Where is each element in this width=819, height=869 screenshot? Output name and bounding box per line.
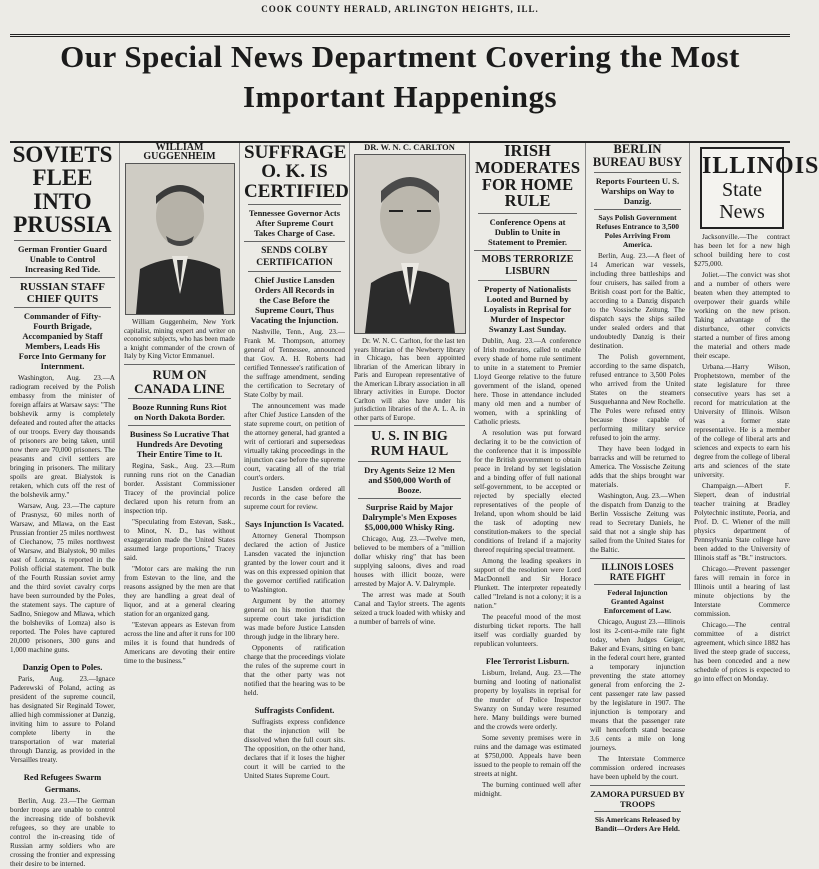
- column-soviets: [6, 142, 120, 868]
- article-paragraph: Chicago, August 23.—Illinois lost its 2-cent-a-mile rate fight today, when Judges Geiger, Baker and Evans, sitting en banc in the federal court here, granted a temporary injunction preventing the state attorney general from enforcing the 2-cent passenger rate law passed by the legislature in 1907. The injunction is temporary and means that the passenger rate will henceforth stand because 3.6 cents a mile on long journeys.: [590, 617, 685, 752]
- portrait-carlton-image: [355, 155, 465, 333]
- article-paragraph: They have been lodged in barracks and will be returned to America. The Vossische Zeitung adds that the ships brought war materials.: [590, 444, 685, 489]
- subhead-lisburn: MOBS TERRORIZE LISBURN: [474, 250, 581, 278]
- article-paragraph: Washington, Aug. 23.—When the dispatch from Danzig to the Berlin Vossische Zeitung was read to Secretary Daniels, he said that not a single ship has sailed from the United States for the Baltic.: [590, 491, 685, 554]
- deck-zamora: Sis Americans Released by Bandit—Orders Are Held.: [594, 811, 681, 833]
- subhead-colby: SENDS COLBY CERTIFICATION: [244, 241, 345, 269]
- article-paragraph: The arrest was made at South Canal and Taylor streets. The agents seized a truck loaded with whisky and a number of barrels of wine.: [354, 591, 465, 626]
- article-paragraph: Paris, Aug. 23.—Ignace Paderewski of Poland, acting as president of the supreme council, has designated Sir Reginald Tower, allied high commissioner at Danzig, inviting him to assure to Poland complete liberty in the transportation of war material through Danzig, as provided in the Versailles treaty.: [10, 674, 115, 764]
- column-berlin: [586, 142, 690, 833]
- logo-state-news: State News: [719, 179, 765, 223]
- article-paragraph: Opponents of ratification charge that the proceedings violate the rules of the supreme court in that the other party was not notified that the hearing was to be held.: [244, 644, 345, 698]
- portrait-caption-carlton: Dr. W. N. C. Carlton, for the last ten years librarian of the Newberry library in Chicago, has been appointed librarian of the American library in Paris and European representative of the American Library association in all library activities in Europe. Doctor Carlton will also have under his jurisdiction libraries of the A. L. A. in other parts of Europe.: [354, 337, 465, 422]
- portrait-name-guggenheim: WILLIAM GUGGENHEIM: [143, 142, 216, 162]
- article-paragraph: Among the leading speakers in support of the resolution were Lord MacDonnell and Sir Horace Plunkett. The interpreter repeatedly called "Ireland is not a colony; it is a nation.": [474, 557, 581, 611]
- article-paragraph: Warsaw, Aug. 23.—The capture of Prasnysz, 60 miles north of Warsaw, and Mlawa, on the East Prussian frontier 25 miles northwest of Ciechanow, 75 miles northwest of Warsaw, and Bialystok, 90 miles east of Lomza, is reported in the Polish official statement. The bulk of the Fourth Russian soviet army and the third soviet cavalry corps have been surrounded by the Poles, the statement says. The capture of Sadlno, Sniegow and Mlawa, which the bolsheviks of Lomza) also is reported. The Poles have captured 20,000 prisoners, 300 guns and 1,000 machine guns.: [10, 501, 115, 654]
- article-paragraph: Chicago.—Prevent passenger fares will remain in force in Illinois until a hearing of last minute objections by the Interstate Commerce commission.: [694, 565, 790, 618]
- subhead-zamora: ZAMORA PURSUED BY TROOPS: [590, 785, 685, 809]
- deck-irish: Conference Opens at Dublin to Unite in Statement to Premier.: [478, 213, 577, 247]
- portrait-carlton: [354, 154, 466, 334]
- article-paragraph: Nashville, Tenn., Aug. 23.—Frank M. Thompson, attorney general of Tennessee, announced that Gov. A. H. Roberts had certified Tennessee's ratification of the suffrage amendment, sending the certification to Secretary of State Colby by mail.: [244, 328, 345, 400]
- article-paragraph: Washington, Aug. 23.—A radiogram received by the Polish embassy from the minister of foreign affairs at Warsaw says: "The bolshevik army is completely defeated and routed after the attacks of our troops. Every day thousands of prisoners are being taken, until now there are 70,000 prisoners. The peasants and civil settlers are bringing in prisoners. The military spoils are great. Bialystok is retaken, which cuts off the rest of the bolshevik army.": [10, 373, 115, 499]
- subhead-danzig: Danzig Open to Poles.: [22, 661, 103, 672]
- portrait-guggenheim-image: [126, 164, 234, 314]
- column-guggenheim: [120, 142, 240, 665]
- subhead-vacated: Says Injunction Is Vacated.: [245, 519, 344, 530]
- article-paragraph: Chicago, Aug. 23.—Twelve men, believed to be members of a "million dollar whisky ring" that has been supplying saloons, dives and road houses with illicit booze, were arrested by Major A. V. Dalrymple.: [354, 535, 465, 588]
- subhead-rum-canada: RUM ON CANADA LINE: [124, 364, 235, 396]
- page-banner: [10, 34, 790, 143]
- logo-illinois: ILLINOIS: [702, 153, 819, 179]
- article-paragraph: The announcement was made after Chief Justice Lansden of the state supreme court, on petition of the attorney general, had granted a writ of certiorari and supersedeas virtually taking proceedings in the injunction case before the supreme court, vacating all of the trial court's orders.: [244, 402, 345, 483]
- article-paragraph: Regina, Sask., Aug. 23.—Rum running runs riot on the Canadian border. Assistant Commissioner Tracey of the provincial police declared upon his return from an inspection trip.: [124, 461, 235, 515]
- deck-rate-fight: Federal Injunction Granted Against Enforcement of Law.: [594, 584, 681, 615]
- article-paragraph: "Estevan appears as Estevan from across the line and after it runs for 100 miles it is found that hundreds of Americans are devoting their entire time to the business.": [124, 620, 235, 665]
- article-paragraph: Argument by the attorney general on his motion that the supreme court take jurisdiction was made before Justice Lansden through judge in the library here.: [244, 597, 345, 642]
- subhead-confident: Suffragists Confident.: [254, 705, 335, 716]
- illinois-state-news-logo: [700, 147, 819, 229]
- article-paragraph: The peaceful mood of the most disturbing ticket reports. The hall itself was cordially guarded by republican volunteers.: [474, 613, 581, 649]
- portrait-name-carlton: DR. W. N. C. CARLTON: [364, 142, 455, 152]
- deck-suffrage: Tennessee Governor Acts After Supreme Court Takes Charge of Case.: [248, 204, 341, 238]
- article-paragraph: The burning continued well after midnight.: [474, 781, 581, 799]
- article-paragraph: Champaign.—Albert F. Siepert, dean of industrial teacher training at Bradley Polytechnic institute, Peoria, and Prof. D. C. Wiener of the mill physics department of Pennsylvania State college have been added to the University of Illinois staff as "Bt." instructors.: [694, 482, 790, 562]
- headline-suffrage: SUFFRAGE O. K. IS CERTIFIED: [244, 142, 349, 202]
- article-paragraph: Berlin, Aug. 23.—A fleet of 14 American war vessels, including three battleships and four cruisers, has sailed from a British coast port for the Baltic, according to a Danzig dispatch to the Vossische Zeitung. The dispatch says the ships sailed under sealed orders and that undoubtedly Danzig is their destination.: [590, 251, 685, 350]
- article-paragraph: Joliet.—The convict was shot and a number of others were beaten when they attempted to overpower their guards while working on the new prison. Taking advantage of the disturbance, other convicts started a number of fires among the material and others made their escape.: [694, 271, 790, 360]
- article-paragraph: Attorney General Thompson declared the action of Justice Lansden vacated the injunction granted by the lower court and it was on this expressed opinion that the governor certified ratification to Washington.: [244, 532, 345, 595]
- article-paragraph: "Motor cars are making the run from Estevan to the line, and the reasons assigned by the men are that they are handling a great deal of liquor, and at a general clearing station for an organized gang.: [124, 564, 235, 618]
- article-paragraph: Lisburn, Ireland, Aug. 23.—The burning and looting of nationalist property by loyalists in reprisal for the murder of Police Inspector Swanzy on Sunday were resumed here. Many buildings were burned and the crowds were orderly.: [474, 669, 581, 732]
- masthead: COOK COUNTY HERALD, ARLINGTON HEIGHTS, ILL.: [261, 4, 539, 14]
- article-paragraph: The Polish government, according to the same dispatch, refused entrance to 3,500 Poles who arrived from the United States on the steamers Susquehanna and New Rochelle. The Poles were refused entry because those capable of performing military service refused to join the army.: [590, 352, 685, 442]
- headline-berlin: BERLIN BUREAU BUSY: [592, 142, 683, 169]
- subhead-staff-chief: RUSSIAN STAFF CHIEF QUITS: [10, 277, 115, 305]
- article-paragraph: A resolution was put forward declaring it to be the conviction of the conference that it is impossible for the British government to obtain peace in Ireland by set legislation and a binding offer of full national self-government, to be accepted or rejected by specially elected representatives of the people of Ireland, upon whom should be laid the task of adopting new constitution-makers to the special conditions of Ireland if a majority thereof requiring special treatment.: [474, 429, 581, 555]
- deck-lisburn: Property of Nationalists Looted and Burned by Loyalists in Reprisal for Murder of Inspector Swanzy Last Sunday.: [478, 280, 577, 334]
- article-paragraph: Some seventy premises were in ruins and the damage was estimated at $750,000. Appeals have been issued to the people to remain off the streets at night.: [474, 734, 581, 779]
- banner-line-1: Our Special News Department Covering the Most: [60, 39, 740, 74]
- article-paragraph: Justice Lansden ordered all records in the case before the supreme court for review.: [244, 485, 345, 512]
- deck2-rum-canada: Business So Lucrative That Hundreds Are Devoting Their Entire Time to It.: [128, 425, 231, 459]
- deck-soviets: German Frontier Guard Unable to Control Increasing Red Tide.: [14, 240, 111, 274]
- headline-soviets: SOVIETS FLEE INTO PRUSSIA: [12, 142, 113, 238]
- deck-berlin: Reports Fourteen U. S. Warships on Way to Danzig.: [594, 172, 681, 206]
- article-paragraph: Suffragists express confidence that the injunction will be dissolved when the full court sits. The opposition, on the other hand, declares that if it loses the higher court it will be carried to the United States Supreme Court.: [244, 718, 345, 781]
- deck2-berlin: Says Polish Government Refuses Entrance to 3,500 Poles Arriving From America.: [594, 209, 681, 249]
- column-carlton: [350, 142, 470, 626]
- column-suffrage: [240, 142, 350, 781]
- portrait-caption-guggenheim: William Guggenheim, New York capitalist, mining expert and writer on economic subjects, who has been made a knight commander of the crown of Italy by King Victor Emmanuel.: [124, 318, 235, 360]
- article-paragraph: Jacksonville.—The contract has been let for a new high school building here to cost $275,000.: [694, 233, 790, 268]
- deck-colby: Chief Justice Lansden Orders All Records in the Case Before the Supreme Court, Thus Vacating the Injunction.: [248, 271, 341, 325]
- portrait-guggenheim: [125, 163, 235, 315]
- article-paragraph: The Interstate Commerce commission ordered increases have been upheld by the court.: [590, 754, 685, 781]
- column-irish: [470, 141, 586, 799]
- deck-rum-canada: Booze Running Runs Riot on North Dakota Border.: [128, 398, 231, 422]
- article-paragraph: Urbana.—Harry Wilson, Prophetstown, member of the state legislature for three consecutive years has set a record for matriculation at the University of Illinois. Wilson was a former state representative. He is a member of the college of liberal arts and sciences and expects to earn his degree from the college of liberal arts and sciences of the state university.: [694, 363, 790, 479]
- article-paragraph: "Speculating from Estevan, Sask., to Minot, N. D., has without exaggeration made the United States assumed large proportions," Tracey said.: [124, 517, 235, 562]
- column-illinois: [690, 143, 819, 683]
- subhead-rate-fight: ILLINOIS LOSES RATE FIGHT: [590, 558, 685, 582]
- deck-rum-haul: Dry Agents Seize 12 Men and $500,000 Worth of Booze.: [358, 461, 461, 495]
- banner-line-2: Important Happenings: [242, 79, 558, 114]
- article-paragraph: Berlin, Aug. 23.—The German border troops are unable to control the increasing tide of bolshevik refugees, so they are unable to control the in-creasing tide of Russian army soldiers who are crossing the frontier and expressing their desire to be interned.: [10, 796, 115, 868]
- subhead-flee-lisburn: Flee Terrorist Lisburn.: [485, 656, 570, 667]
- deck2-rum-haul: Surprise Raid by Major Dalrymple's Men Exposes $5,000,000 Whisky Ring.: [358, 498, 461, 532]
- article-paragraph: Chicago.—The central committee of a district agreement, which since 1882 has lived the steep grade of success, has been conceded and a new schedule of prices is expected to go into effect on Monday.: [694, 621, 790, 683]
- subhead-refugees: Red Refugees Swarm Germans.: [23, 771, 102, 794]
- article-paragraph: Dublin, Aug. 23.—A conference of Irish moderates, called to enable every shade of home rule sentiment to unite in a statement to Premier Lloyd George relative to the future government of the island, opened here. Those in attendance included many old men and a number of women, with a sprinkling of Catholic priests.: [474, 337, 581, 427]
- subhead-rum-haul: U. S. IN BIG RUM HAUL: [354, 425, 465, 459]
- headline-irish: IRISH MODERATES FOR HOME RULE: [474, 141, 581, 211]
- deck-staff-chief: Commander of Fifty-Fourth Brigade, Accompanied by Staff Members, Leads His Force Into Germany for Internment.: [14, 307, 111, 371]
